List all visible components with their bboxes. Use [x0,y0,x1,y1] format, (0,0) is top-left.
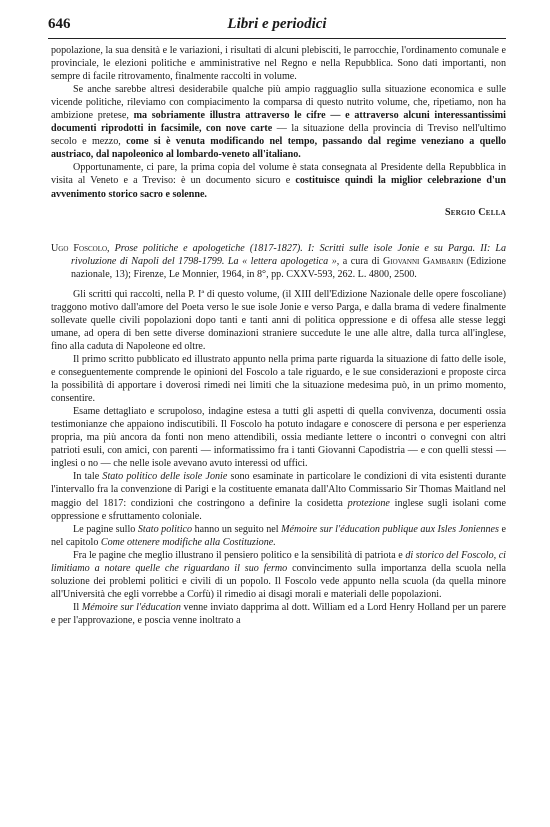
text-run: sono esaminate in particolare le condizioni di vita esistenti durante l'intervallo fra la convenzione di Parigi e la costituente emanata dall'Alto Commissario Sir Thomas Maitland nel maggio del 1817: condizioni che costringono a definire la cosidetta [51,471,506,509]
review2-paragraph-4 [51,470,506,522]
text-run: Le pagine sullo [73,523,138,535]
text-run: Opportunamente, ci pare, la prima copia del volume è stata consegnata al Presidente della Repubblica in visita al Veneto e a Treviso: è un documento sicuro e [51,162,506,187]
text-run: , a cura di [336,255,384,267]
text-run: inglese sugli isolani come oppressione e sfruttamento coloniale. [51,497,506,522]
text-run: — la situazione della provincia di Treviso nell'ultimo secolo e mezzo, [51,123,506,148]
citation-author: Ugo Foscolo [51,242,108,254]
text-run: In tale [73,471,103,483]
italic-run: Mémoire sur l'éducation [81,601,181,613]
text-run: Fra le pagine che meglio illustrano il pensiero politico e la sensibilità di patriota e [73,549,406,561]
page-body [51,44,506,627]
text-run: Il [73,601,82,613]
citation-editor: Giovanni Gambarin [383,255,464,267]
text-run: convincimento sulla importanza della scuola nella soluzione dei problemi politici e civili di un popolo. Il Foscolo vede appunto nella scuola (da quella minore all'Università che egli vorrebbe a Corfù) il rimedio ai disagi morali e materiali delle popolazioni. [51,562,506,600]
review2-paragraph-1: Gli scritti qui raccolti, nella P. Iª di questo volume, (il XIII dell'Edizione Nazionale delle opere foscoliane) traggono motivo dall'amore del Poeta verso le sue isole Jonie e verso Parga, e dalla brama di vedere finalmente sollevate quelle civili popolazioni dopo tanti e tanti anni di politica oppressione e di offesa alle stesse leggi umane, ad opera di ben sette diverse dominazioni straniere succedute le une alle altre, dalla turca all'inglese, fino alla caduta di Napoleone ed oltre. [51,288,506,352]
review1-paragraph-3 [51,161,506,200]
review2-paragraph-7 [51,601,506,627]
running-title: Libri e periodici [227,16,327,32]
citation-title: Prose politiche e apologetiche (1817-1827). I: Scritti sulle isole Jonie e su Parga. II: La rivoluzione di Napoli del 1798-1799. La « lettera apologetica » [71,242,507,267]
signature-first-name: Sergio [444,206,476,218]
page-number: 646 [48,16,71,32]
review2-citation: Ugo Foscolo, Prose politiche e apologetiche (1817-1827). I: Scritti sulle isole Jonie e su Parga. II: La rivoluzione di Napoli del 1798-1799. La « lettera apologetica », a cura di Giovanni Gambarin (Edizione nazionale, 13); Firenze, Le Monnier, 1964, in 8°, pp. CXXV-593, 262. L. 4800, 2500. [51,242,507,280]
text-run: Se anche sarebbe altresì desiderabile qualche più ampio ragguaglio sulla situazione economica e sulle vicende politiche, rileviamo con compiacimento la comparsa di questo nutrito volume, che, ripetiamo, non ha ambizione pretese, [51,84,506,122]
review1-signature [51,206,506,219]
italic-run: protezione [347,497,390,509]
italic-run: Stato politico delle isole Jonie [102,471,228,483]
citation-details: (Edizione nazionale, 13); Firenze, Le Monnier, 1964, in 8°, pp. CXXV-593, 262. L. 4800, 2500. [71,255,507,280]
bold-run: ma sobriamente illustra attraverso le cifre — e attraverso alcuni interessantissimi documenti riprodotti in facsimile, con nove carte [51,110,506,135]
review2-paragraph-5 [51,523,506,549]
bold-run: costituisce quindi la miglior celebrazione d'un avvenimento storico sacro e solenne. [51,175,506,200]
review1-paragraph-2 [51,83,506,161]
review2-paragraph-2: Il primo scritto pubblicato ed illustrato appunto nella prima parte riguarda la situazione di fatto delle isole, e conseguentemente comprende le opinioni del Foscolo a tale riguardo, e le sue considerazioni e proposte circa la possibilità di apportare i doverosi rimedi nei limiti che la situazione medesima può, in un primo momento, consentire. [51,353,506,405]
signature-last-name: Cella [478,206,506,218]
header-rule [48,38,506,39]
review1-paragraph-1: popolazione, la sua densità e le variazioni, i risultati di alcuni plebisciti, le parrocchie, l'ordinamento comunale e provinciale, le elezioni politiche e amministrative nel Regno e nella Repubblica. Sono dati importanti, non sempre di facile ritrovamento, finalmente raccolti in volume. [51,45,506,83]
text-run: hanno un seguito nel [192,523,282,535]
italic-run: Come ottenere modifiche alla Costituzione. [100,536,276,548]
italic-run: di storico del Foscolo, ci limitiamo a notare quelle che riguardano il suo fermo [51,549,506,574]
text-run: venne inviato dapprima al dott. William ed a Lord Henry Holland per un parere e per l'approvazione, e poscia venne inoltrato a [51,601,506,626]
italic-run: Stato politico [137,523,193,535]
page-header [48,14,506,36]
review2-paragraph-6 [51,549,506,601]
text-run: e nel capitolo [51,523,506,548]
italic-run: Mémoire sur l'éducation publique aux Isles Joniennes [281,523,499,535]
bold-run: come si è venuta modificando nel tempo, passando dal regime veneziano a quello austriaco, dal napoleonico al lombardo-veneto all'italiano. [51,136,506,161]
review2-paragraph-3: Esame dettagliato e scrupoloso, indagine estesa a tutti gli aspetti di quella convivenza, documenti ossia testimonianze che appaiono indiscutibili. Il Foscolo ha potuto indagare e conoscere di persona e per esperienza propria, ma più ancora da fonti non meno attendibili, ossia mediante lettere o incontri o convegni con altri patrioti esuli, con amici, con parenti — informatissimo fra i tanti Giovanni Capodistria — e con quelli stessi — inglesi o no — che nelle isole avevano avuto interessi od uffici. [51,406,506,470]
